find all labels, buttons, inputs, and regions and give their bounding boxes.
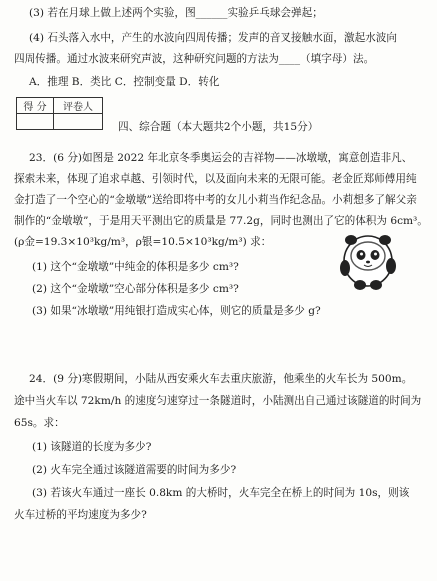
q23-line3: 金打造了一个空心的“金墩墩”送给即将中考的女儿小莉当作纪念品。小莉想多了解父亲 xyxy=(14,194,417,206)
answer-options: A．推理 B．类比 C．控制变量 D．转化 xyxy=(29,76,220,88)
grader-label: 评卷人 xyxy=(54,98,103,114)
q24-line2: 途中当火车以 72km/h 的速度匀速穿过一条隧道时，小陆测出自己通过该隧道的时间为 xyxy=(14,395,422,407)
q23-line2: 探索未来，体现了追求卓越、引领时代，以及面向未来的无限可能。老金匠郑师傅用纯 xyxy=(14,173,417,185)
q23-sub2: (2) 这个“金墩墩”空心部分体积是多少 cm³? xyxy=(32,283,239,295)
q23-sub3: (3) 如果“冰墩墩”用纯银打造成实心体，则它的质量是多少 g? xyxy=(32,305,321,317)
question-4-text-line1: (4) 石头落入水中，产生的水波向四周传播；发声的音叉接触水面，激起水波向 xyxy=(29,32,397,44)
score-cell xyxy=(17,114,54,130)
score-table xyxy=(16,97,103,130)
grader-cell xyxy=(54,114,103,130)
q24-line1: 24．(9 分)寒假期间，小陆从西安乘火车去重庆旅游，他乘坐的火车长为 500m。 xyxy=(29,373,413,385)
q24-sub3: (3) 若该火车通过一座长 0.8km 的大桥时，火车完全在桥上的时间为 10s，则该 xyxy=(32,487,410,499)
q24-sub1: (1) 该隧道的长度为多少? xyxy=(32,441,152,453)
question-4-text-line2: 四周传播。通过水波来研究声波，这种研究问题的方法为____（填字母）法。 xyxy=(14,53,375,65)
section-title: 四、综合题（本大题共2个小题，共15分） xyxy=(118,121,319,133)
panda-mascot-icon xyxy=(337,228,399,292)
q24-sub2: (2) 火车完全通过该隧道需要的时间为多少? xyxy=(32,464,237,476)
q23-line1: 23．(6 分)如图是 2022 年北京冬季奥运会的吉祥物——冰墩墩，寓意创造非凡、 xyxy=(29,152,413,164)
q24-line3: 65s。求： xyxy=(14,417,65,429)
q23-line4: 制作的“金墩墩”，于是用天平测出它的质量是 77.2g，同时也测出了它的体积为 6cm³。 xyxy=(14,215,428,227)
q23-densities: (ρ金=19.3×10³kg/m³，ρ银=10.5×10³kg/m³) 求： xyxy=(14,236,272,248)
q23-sub1: (1) 这个“金墩墩”中纯金的体积是多少 cm³? xyxy=(32,261,239,273)
q24-tail: 火车过桥的平均速度为多少? xyxy=(14,509,147,521)
question-3-text: (3) 若在月球上做上述两个实验，图______实验乒乓球会弹起； xyxy=(29,7,323,19)
score-label: 得 分 xyxy=(17,98,54,114)
